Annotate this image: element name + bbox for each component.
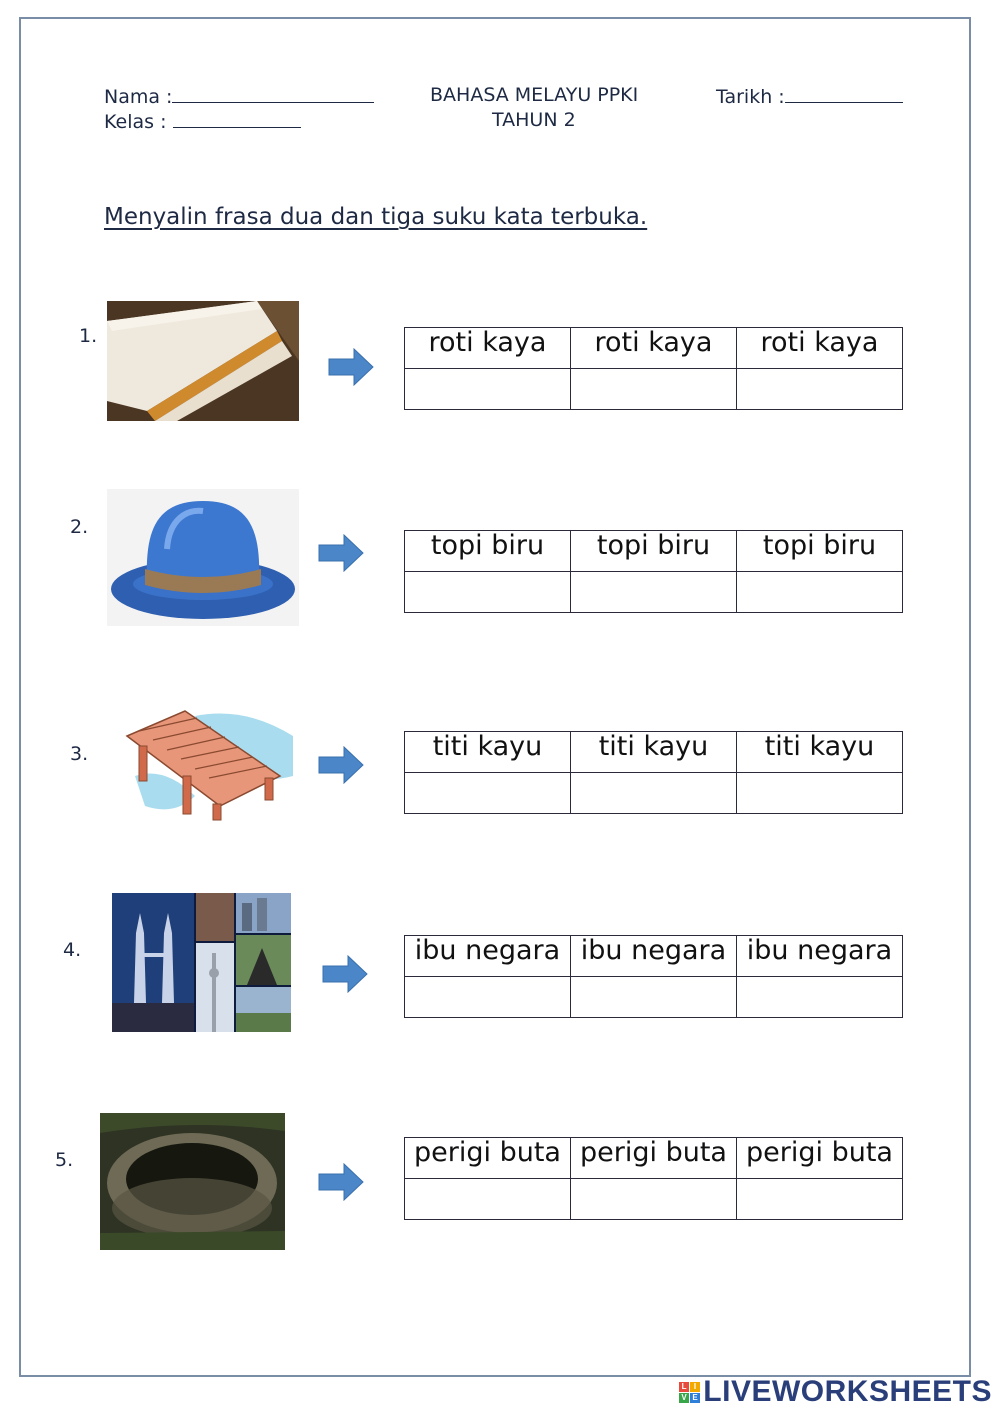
- answer-cell[interactable]: [571, 773, 737, 814]
- copy-table-2: [404, 530, 903, 613]
- kuala-lumpur-collage-image: [112, 893, 291, 1032]
- copy-table-3: [404, 731, 903, 814]
- roti-kaya-image: [107, 301, 299, 421]
- model-cell: titi kayu: [737, 732, 903, 773]
- model-cell: roti kaya: [405, 328, 571, 369]
- name-field: [104, 84, 374, 108]
- answer-cell[interactable]: [571, 369, 737, 410]
- old-well-image: [100, 1113, 285, 1250]
- blue-hat-image: [107, 489, 299, 626]
- model-cell: topi biru: [737, 531, 903, 572]
- model-cell: titi kayu: [405, 732, 571, 773]
- copy-table-1: [404, 327, 903, 410]
- answer-cell[interactable]: [571, 572, 737, 613]
- item-number: 4.: [63, 939, 82, 961]
- model-cell: perigi buta: [405, 1138, 571, 1179]
- model-cell: perigi buta: [571, 1138, 737, 1179]
- copy-table-4: [404, 935, 903, 1018]
- model-cell: roti kaya: [571, 328, 737, 369]
- instruction-title: Menyalin frasa dua dan tiga suku kata terbuka.: [104, 204, 648, 230]
- arrow-right-icon: [318, 746, 364, 784]
- class-field: [104, 109, 301, 133]
- liveworksheets-logo-icon: L I V E: [679, 1382, 700, 1403]
- answer-cell[interactable]: [571, 1179, 737, 1220]
- class-input-line[interactable]: [173, 109, 301, 128]
- model-cell: ibu negara: [405, 936, 571, 977]
- answer-cell[interactable]: [405, 1179, 571, 1220]
- copy-table-5: [404, 1137, 903, 1220]
- arrow-right-icon: [318, 1163, 364, 1201]
- answer-cell[interactable]: [737, 977, 903, 1018]
- model-cell: titi kayu: [571, 732, 737, 773]
- answer-cell[interactable]: [405, 977, 571, 1018]
- model-cell: roti kaya: [737, 328, 903, 369]
- answer-cell[interactable]: [737, 572, 903, 613]
- answer-cell[interactable]: [405, 773, 571, 814]
- model-cell: topi biru: [571, 531, 737, 572]
- arrow-right-icon: [318, 534, 364, 572]
- date-label: Tarikh :: [716, 86, 785, 108]
- date-field: [716, 84, 903, 108]
- name-input-line[interactable]: [172, 84, 374, 103]
- subject-title: BAHASA MELAYU PPKI: [430, 84, 639, 106]
- arrow-right-icon: [328, 348, 374, 386]
- answer-cell[interactable]: [737, 1179, 903, 1220]
- answer-cell[interactable]: [737, 369, 903, 410]
- arrow-right-icon: [322, 955, 368, 993]
- item-number: 5.: [55, 1149, 74, 1171]
- model-cell: perigi buta: [737, 1138, 903, 1179]
- answer-cell[interactable]: [405, 572, 571, 613]
- date-input-line[interactable]: [785, 84, 903, 103]
- model-cell: ibu negara: [571, 936, 737, 977]
- answer-cell[interactable]: [571, 977, 737, 1018]
- item-number: 3.: [70, 743, 89, 765]
- item-number: 1.: [79, 325, 98, 347]
- answer-cell[interactable]: [405, 369, 571, 410]
- answer-cell[interactable]: [737, 773, 903, 814]
- class-label: Kelas :: [104, 111, 167, 133]
- brand-text: LIVEWORKSHEETS: [703, 1375, 992, 1408]
- wooden-bridge-image: [125, 706, 295, 824]
- liveworksheets-brand: [679, 1375, 992, 1409]
- year-title: TAHUN 2: [492, 109, 576, 131]
- model-cell: topi biru: [405, 531, 571, 572]
- item-number: 2.: [70, 516, 89, 538]
- name-label: Nama :: [104, 86, 173, 108]
- model-cell: ibu negara: [737, 936, 903, 977]
